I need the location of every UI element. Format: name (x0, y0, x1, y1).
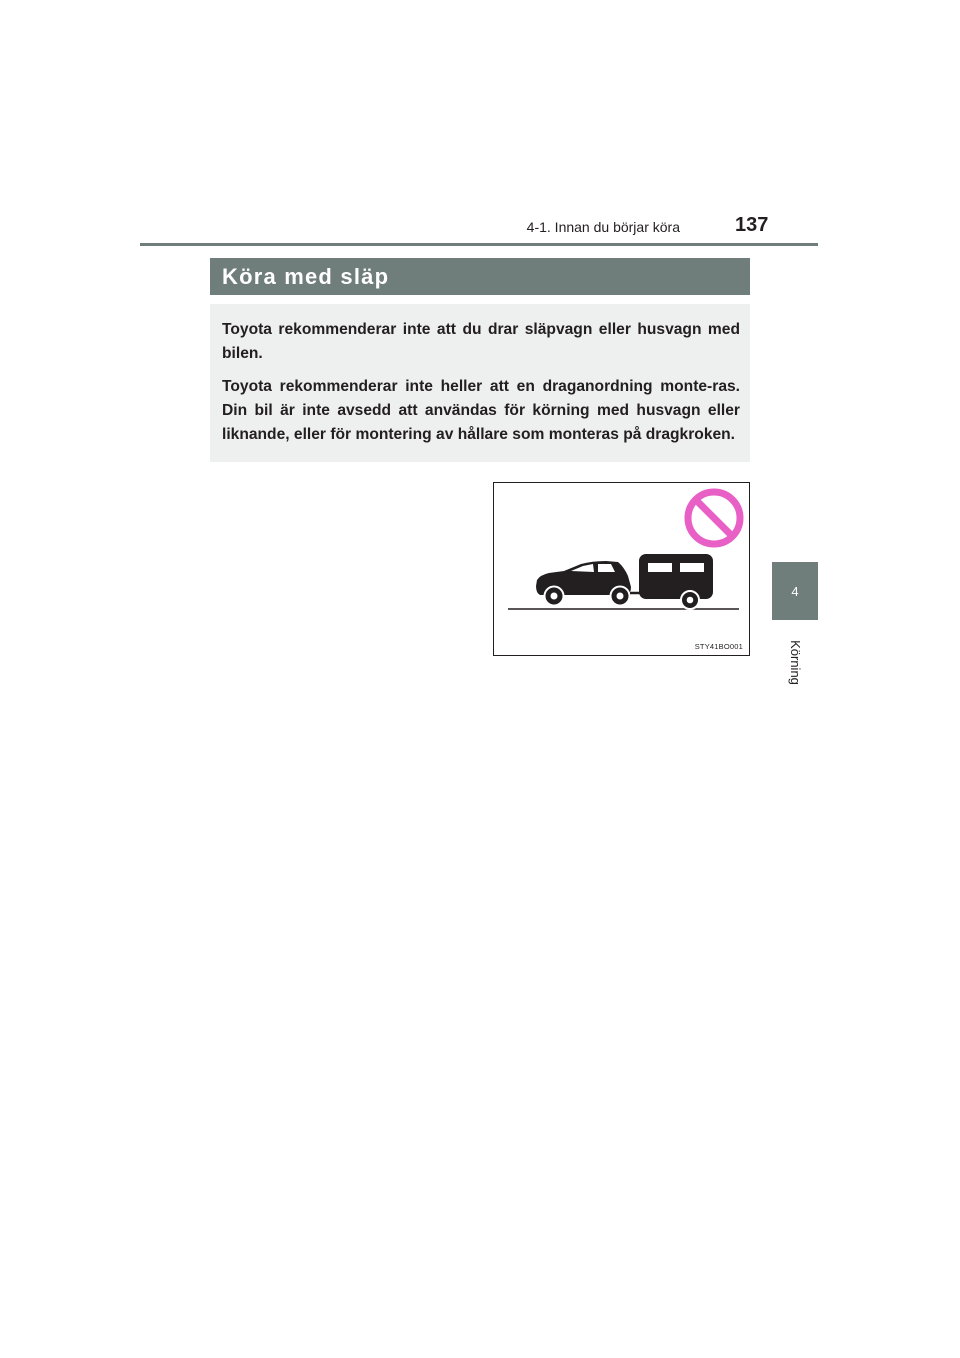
figure-illustration (494, 483, 749, 655)
towing-prohibited-figure (493, 482, 750, 656)
header-section-title: 4-1. Innan du börjar köra (526, 219, 680, 235)
car-icon (536, 561, 631, 606)
intro-paragraph: Toyota rekommenderar inte heller att en draganordning monte-ras. Din bil är inte avsedd att användas för körning med husvagn eller liknande, eller för montering av hållare som monteras på dragkroken. (222, 378, 740, 443)
intro-paragraph: Toyota rekommenderar inte att du drar släpvagn eller husvagn med bilen. (222, 321, 740, 362)
figure-code: STY41BO001 (694, 642, 743, 651)
caravan-window-right (680, 563, 704, 572)
prohibited-icon (688, 492, 740, 544)
caravan-window-left (648, 563, 672, 572)
intro-box (210, 304, 750, 462)
section-title-bar (210, 258, 750, 295)
section-title: Köra med släp (222, 263, 390, 289)
chapter-label (771, 632, 819, 692)
chapter-label-text: Körning (787, 639, 803, 685)
chapter-number: 4 (791, 583, 799, 599)
page-number: 137 (735, 214, 769, 236)
chapter-tab (772, 562, 818, 620)
header-divider (140, 243, 818, 246)
caravan-icon (639, 554, 713, 609)
prohibited-slash (696, 500, 733, 537)
